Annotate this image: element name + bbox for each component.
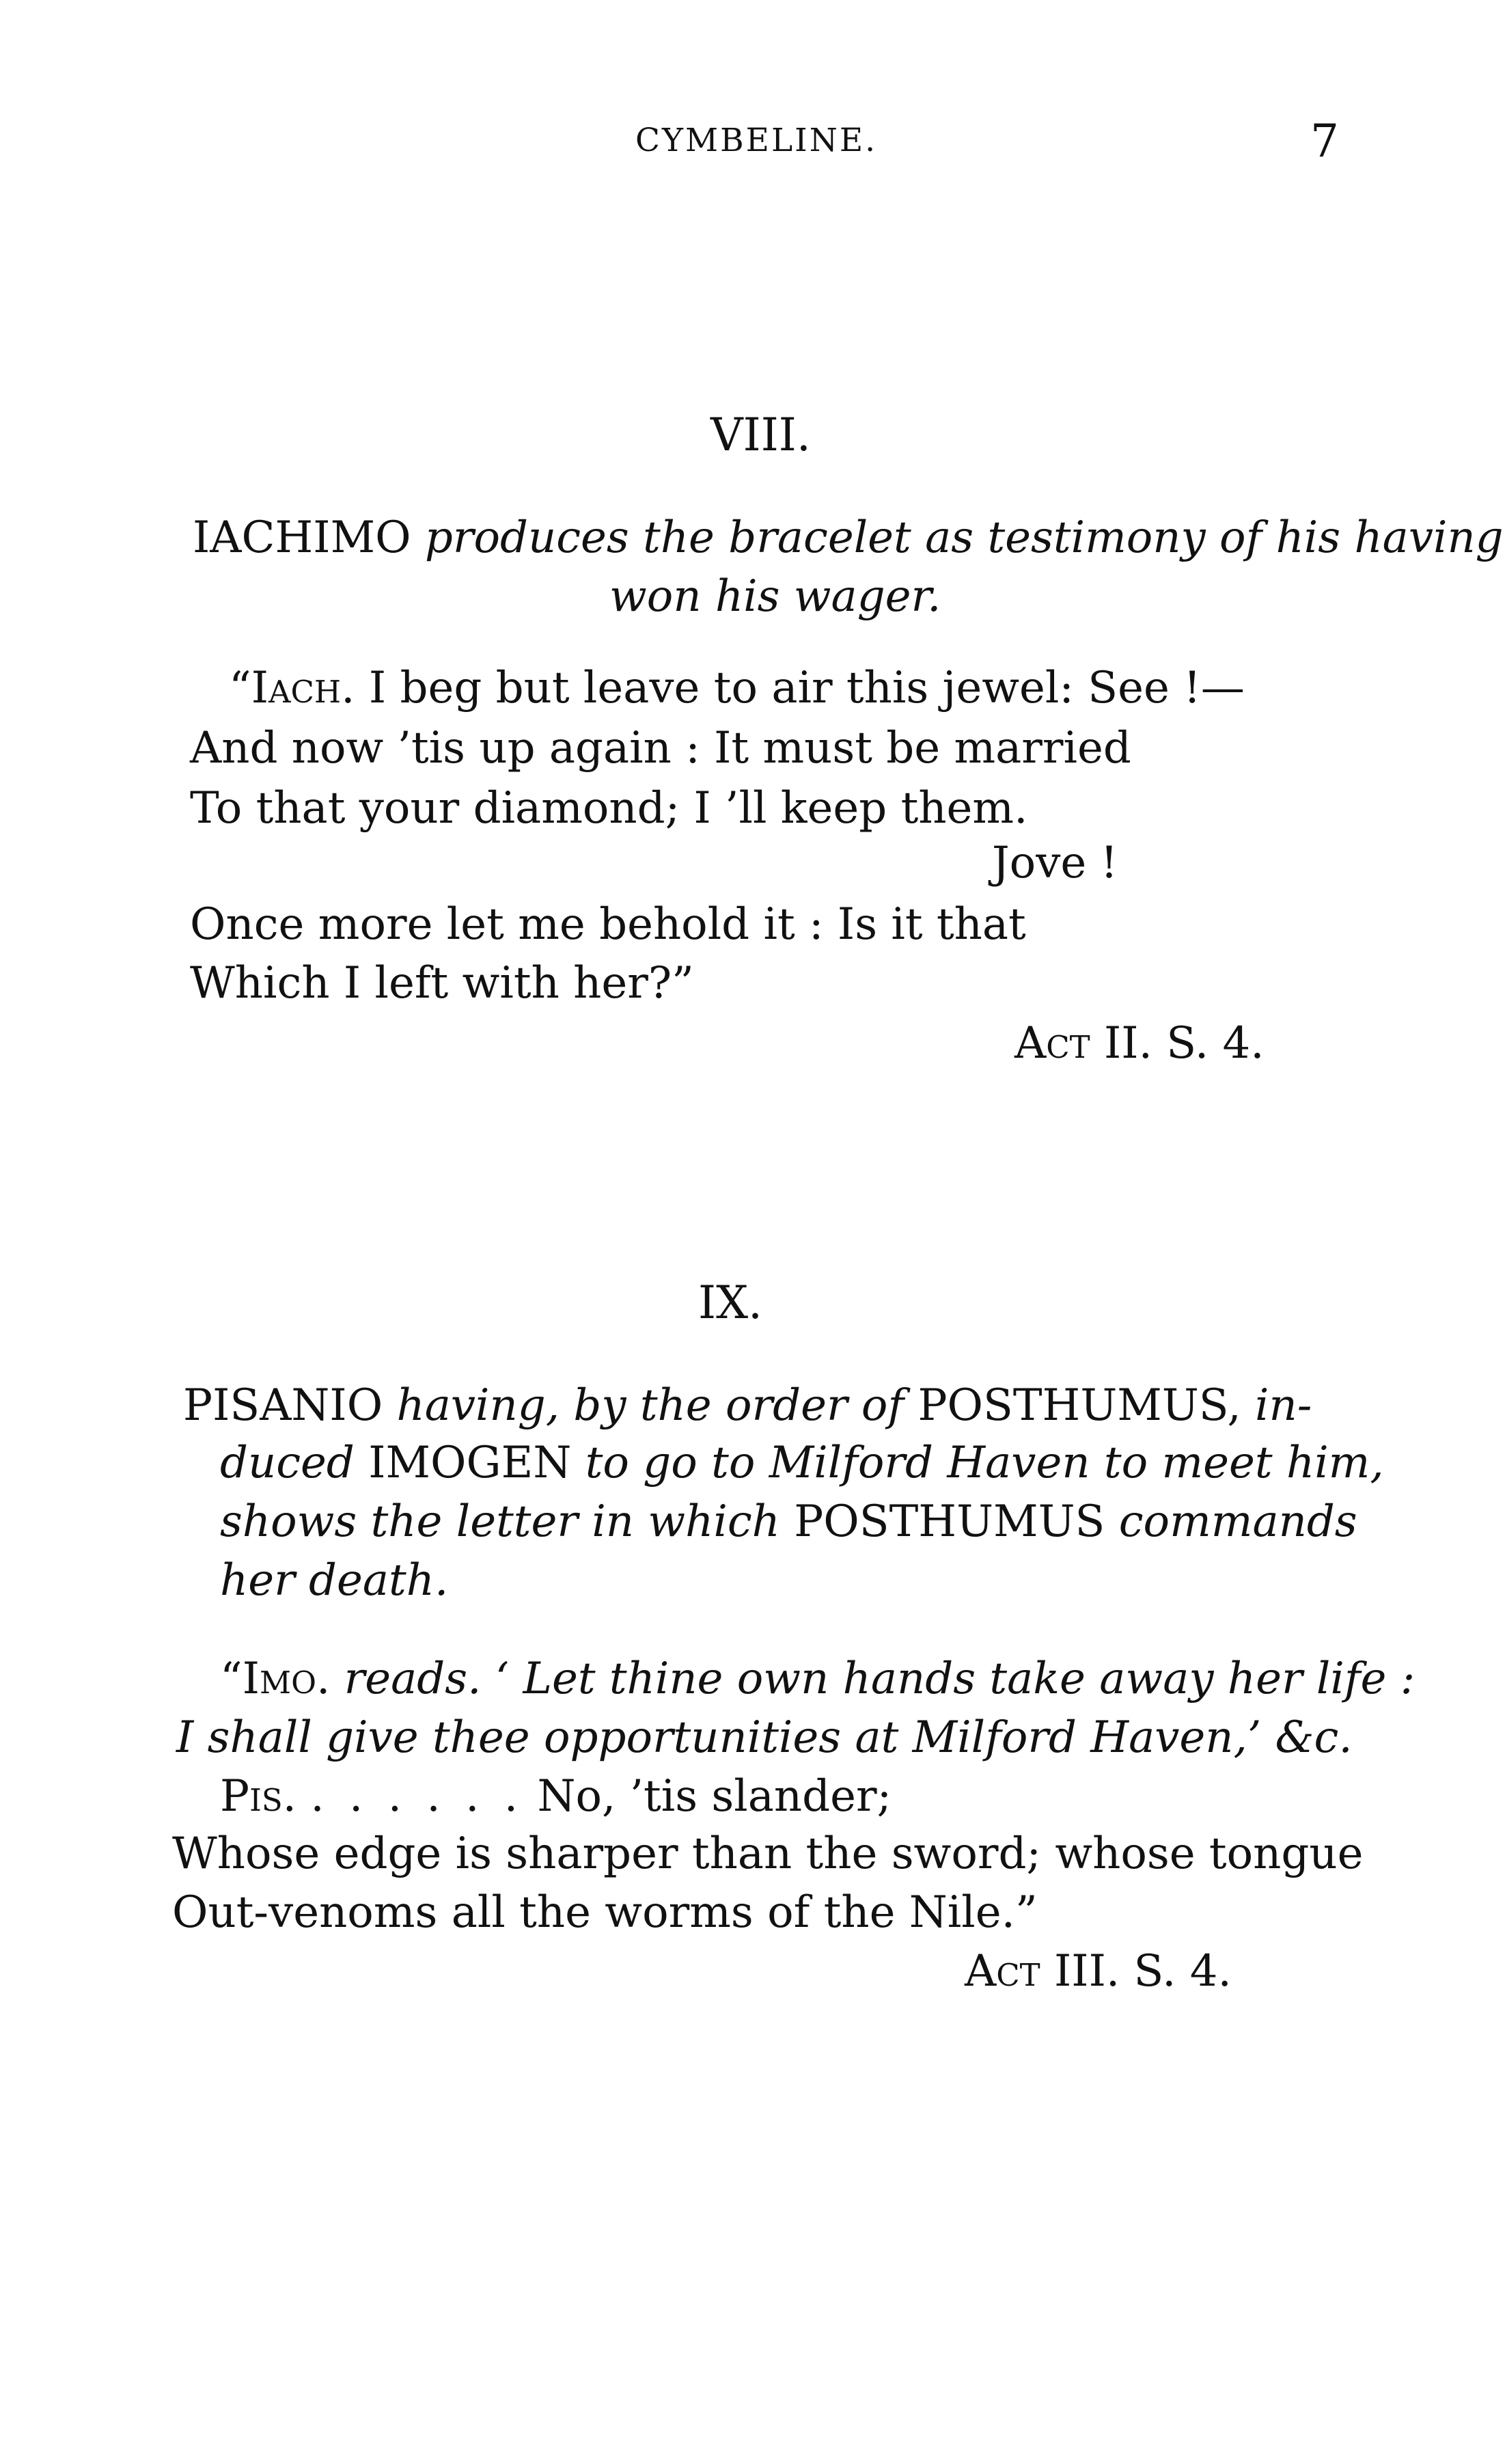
argument-text: commands [1118, 1496, 1357, 1547]
speaker-name: Imo. [242, 1654, 331, 1704]
open-quote: “ [229, 663, 251, 713]
verse-text: I beg but leave to air this jewel: See !— [368, 663, 1245, 713]
argument-ix-line-4: her death. [220, 1555, 449, 1606]
quote-ix-line-4: Whose edge is sharper than the sword; whose tongue [172, 1829, 1364, 1879]
ellipsis: . . . . . . [310, 1771, 524, 1822]
argument-text: to go to Milford Haven to meet him, [585, 1438, 1384, 1488]
argument-ix-line-2 [220, 1438, 1384, 1488]
character-name: PISANIO [183, 1380, 383, 1431]
quote-viii-line-1 [229, 663, 1245, 713]
quote-viii-line-3: To that your diamond; I ’ll keep them. [190, 783, 1028, 834]
page-number: 7 [1310, 115, 1339, 167]
argument-viii-line-1 [193, 512, 1504, 563]
open-quote: “ [220, 1654, 243, 1704]
letter-text: ‘ Let thine own hands take away her life : [495, 1654, 1416, 1704]
section-numeral-viii: VIII. [710, 409, 811, 461]
section-numeral-ix: IX. [698, 1276, 763, 1329]
quote-ix-line-2: I shall give thee opportunities at Milford Haven,’ &c. [176, 1712, 1353, 1763]
argument-text: having, by the order of [396, 1380, 905, 1431]
running-head: CYMBELINE. [635, 122, 878, 159]
argument-ix-line-1 [183, 1380, 1312, 1431]
character-name: IMOGEN [368, 1438, 572, 1488]
speaker-name: Iach. [251, 663, 355, 713]
quote-viii-line-4: Jove ! [992, 838, 1118, 888]
act-scene-reference-viii: Act II. S. 4. [1014, 1018, 1265, 1069]
argument-viii-line-2: won his wager. [609, 571, 941, 622]
quote-ix-line-3 [220, 1771, 892, 1822]
character-name: POSTHUMUS, [917, 1380, 1241, 1431]
verse-text: No, ’tis slander; [537, 1771, 892, 1822]
character-name: POSTHUMUS [794, 1496, 1105, 1547]
quote-ix-line-1 [220, 1654, 1415, 1704]
argument-text: in- [1255, 1380, 1312, 1431]
stage-direction: reads. [344, 1654, 482, 1704]
quote-ix-line-5: Out-venoms all the worms of the Nile.” [172, 1887, 1038, 1938]
argument-text: duced [220, 1438, 355, 1488]
quote-viii-line-6: Which I left with her?” [190, 958, 694, 1009]
speaker-name: Pis. [220, 1771, 297, 1822]
argument-text: produces the bracelet as testimony of his having [424, 512, 1504, 563]
act-scene-reference-ix: Act III. S. 4. [965, 1946, 1232, 1997]
argument-text: shows the letter in which [220, 1496, 780, 1547]
character-name: IACHIMO [193, 512, 411, 563]
argument-ix-line-3 [220, 1496, 1357, 1547]
quote-viii-line-5: Once more let me behold it : Is it that [190, 899, 1026, 950]
quote-viii-line-2: And now ’tis up again : It must be married [190, 723, 1131, 774]
